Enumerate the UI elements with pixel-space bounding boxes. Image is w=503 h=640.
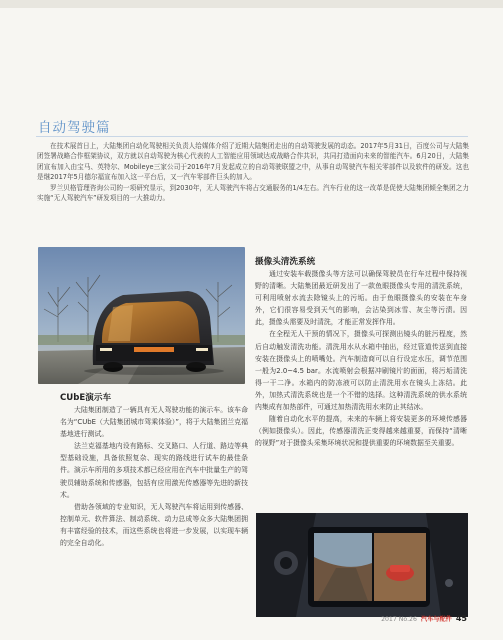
issue-number: 2017 No.26 (381, 616, 417, 623)
section-title: 自动驾驶篇 (38, 120, 111, 136)
section-divider (36, 136, 468, 137)
magazine-brand: 汽车与配件 (420, 616, 452, 623)
page-number: 45 (455, 614, 467, 623)
intro-paragraph: 在技术展首日上，大陆集团自动化驾驶相关负责人给媒体介绍了近期大陆集团走出的自动驾驶发展的动态。2017年5月31日，百度公司与大陆集团签署战略合作框架协议，双方就以自动驾驶为核心代表的人工智能应用领域达成战略合作共识，共同打造面向未来的智能汽车。6月20日，大陆集团宣布加入由宝马、英特尔、Mobileye三家公司于2016年7月发起成立的自动驾驶联盟之中，从事自动驾驶汽车相关零部件以及软件的研发。这也是继2017年5月德尔福宣布加入这一平台后，又一汽车零部件巨头的加入。 (37, 142, 469, 182)
camera-paragraph: 在全程无人干预的情况下，摄像头可探测出镜头的脏污程度，然后自动触发清洗功能。清洗用水从水箱中抽出，经过管道传送到直接安装在摄像头上的喷嘴处。汽车制造商可以自行设定水压，调节范围一般为2.0~4.5 bar。水流喷射会根据冲刷镜片的面面，将污垢清洗得一干二净。水箱内的防冻液可以防止清洗用水在镜头上冻结。此外，加热式清洗系统也是一个不错的选择。这种清洗系统的供水系统内集成有加热部件，可通过加热清洗用水来防止其结冰。 (255, 330, 467, 412)
cube-paragraph: 法兰克福基地内设有路标、交叉路口、人行道、路边等典型基础设施，具备依照复杂、现实的路线进行试车的最佳条件。演示车所用的多项技术都已经应用在汽车中批量生产的驾驶员辅助系统和传感器，包括有应用激光传感器等先进的新技术。 (60, 442, 248, 499)
camera-cleaning-heading: 摄像头清洗系统 (255, 257, 316, 267)
cube-paragraph: 借助各领域的专业知识，无人驾驶汽车将运用到传感器、控制单元、软件算法、制动系统、动力总成等众多大陆集团拥有丰富经验的技术，而这些系统也将进一步发展，以实现车辆的完全自动化。 (60, 502, 248, 548)
camera-paragraph: 随着自动化水平的提高，未来的车辆上将安装更多的环境传感器（例如摄像头）。因此，传感器清洗正变得越来越重要，而保持“清晰的视野”对于摄像头采集环境状况和提供重要的环境数据至关重要。 (255, 415, 467, 448)
top-gutter (0, 0, 503, 8)
page-footer (381, 614, 467, 623)
intro-text (37, 141, 469, 203)
camera-display-photo (256, 513, 468, 617)
cube-paragraph: 大陆集团制造了一辆具有无人驾驶功能的演示车。该车命名为“CUbE（大陆集团城市驾乘体验）”，将于大陆集团兰克福基地进行测试。 (60, 406, 248, 439)
camera-cleaning-text (255, 268, 467, 449)
camera-paragraph: 通过安装车载摄像头等方法可以确保驾驶员在行车过程中保持视野的清晰。大陆集团最近研发出了一款鱼眼摄像头专用的清洗系统，可利用喷射水流去除镜头上的污垢。由于鱼眼摄像头的安装在车身外，它们很容易受到天气的影响，会沾染到冰雪、灰尘等污渍。因此，摄像头需要及时清洗，才能正常发挥作用。 (255, 270, 467, 327)
cube-text (60, 404, 248, 549)
cube-heading: CUbE演示车 (60, 393, 112, 403)
intro-paragraph: 罗兰贝格管理咨询公司的一项研究显示，到2030年，无人驾驶汽车将占交通服务的1/4左右。汽车行业的这一改革是促使大陆集团倾全集团之力实施“无人驾驶汽车”研发项目的一大推动力。 (37, 183, 469, 203)
cube-vehicle-photo (38, 247, 245, 384)
